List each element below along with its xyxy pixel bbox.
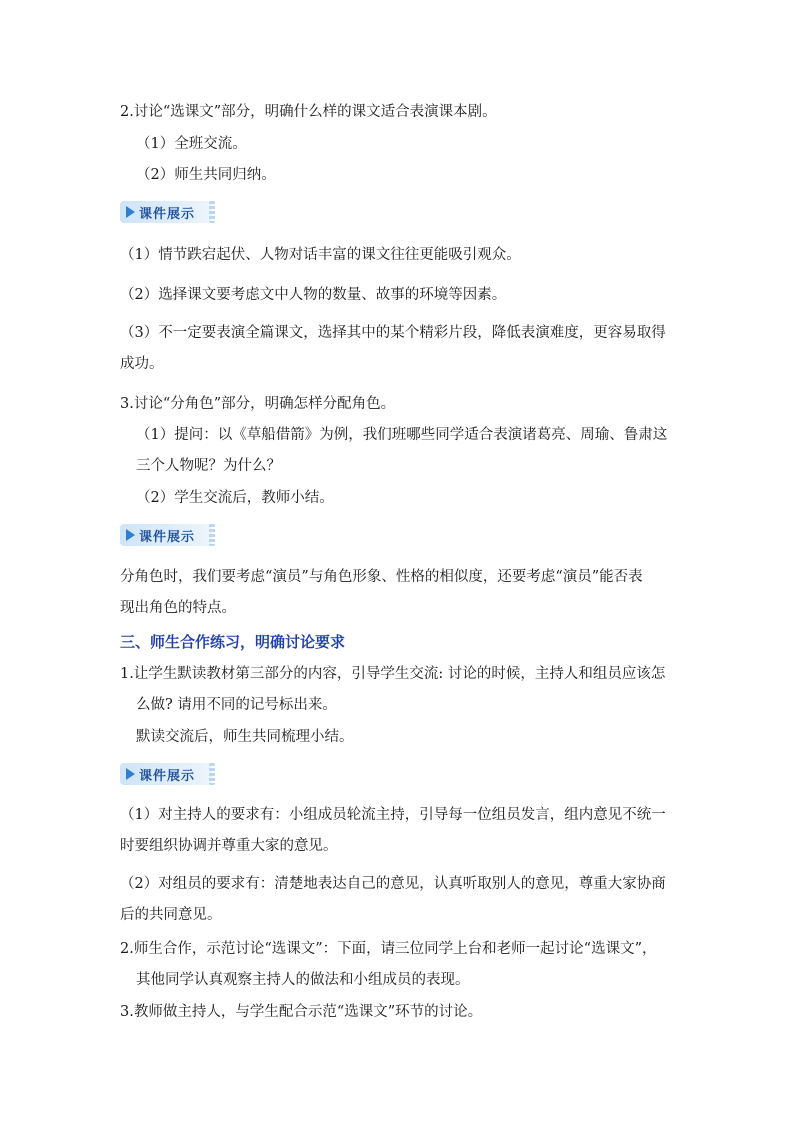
item2-sub1: （1）全班交流。	[136, 136, 247, 152]
section3-heading: 三、师生合作练习，明确讨论要求	[120, 633, 346, 651]
item2b-line2: 其他同学认真观察主持人的做法和小组成员的表现。	[136, 972, 470, 988]
show2-line1: 分角色时，我们要考虑“演员”与角色形象、性格的相似度，还要考虑“演员”能否表	[120, 569, 643, 585]
play-triangle-icon	[126, 768, 135, 780]
play-triangle-icon	[126, 529, 135, 541]
show2-line2: 现出角色的特点。	[120, 600, 236, 616]
item2-sub2: （2）师生共同归纳。	[136, 167, 276, 183]
section3-item1-line2: 么做? 请用不同的记号标出来。	[136, 697, 337, 713]
show3-p1-line1: （1）对主持人的要求有：小组成员轮流主持，引导每一位组员发言，组内意见不统一	[120, 807, 666, 823]
show1-p3-line2: 成功。	[120, 356, 164, 372]
item2b-line1: 2.师生合作，示范讨论“选课文”：下面，请三位同学上台和老师一起讨论“选课文”，	[120, 941, 657, 957]
badge-tail-decoration	[209, 201, 215, 223]
play-triangle-icon	[126, 206, 135, 218]
item3b-line1: 3.教师做主持人，与学生配合示范“选课文”环节的讨论。	[120, 1004, 483, 1020]
badge-label: 课件展示	[139, 768, 196, 784]
show3-p2-line2: 后的共同意见。	[120, 907, 222, 923]
show1-p3-line1: （3）不一定要表演全篇课文，选择其中的某个精彩片段，降低表演难度，更容易取得	[120, 325, 666, 341]
item3-sub2: （2）学生交流后，教师小结。	[136, 490, 334, 506]
badge-tail-decoration	[209, 524, 215, 546]
show1-p1: （1）情节跌宕起伏、人物对话丰富的课文往往更能吸引观众。	[120, 247, 521, 263]
badge-label: 课件展示	[139, 529, 196, 545]
badge-label: 课件展示	[139, 206, 196, 222]
courseware-badge-2	[120, 524, 212, 546]
item3-sub1-line2: 三个人物呢？为什么？	[136, 458, 281, 474]
badge-tail-decoration	[209, 763, 215, 785]
show3-p2-line1: （2）对组员的要求有：清楚地表达自己的意见，认真听取别人的意见，尊重大家协商	[120, 876, 666, 892]
section3-item1-line1: 1.让学生默读教材第三部分的内容，引导学生交流: 讨论的时候，主持人和组员应该怎	[120, 666, 666, 682]
item3-sub1-line1: （1）提问：以《草船借箭》为例，我们班哪些同学适合表演诸葛亮、周瑜、鲁肃这	[136, 427, 668, 443]
courseware-badge-3	[120, 763, 212, 785]
show3-p1-line2: 时要组织协调并尊重大家的意见。	[120, 838, 338, 854]
item2-title: 2.讨论“选课文”部分，明确什么样的课文适合表演课本剧。	[120, 104, 497, 120]
section3-item1-line3: 默读交流后，师生共同梳理小结。	[136, 729, 354, 745]
courseware-badge-1	[120, 201, 212, 223]
show1-p2: （2）选择课文要考虑文中人物的数量、故事的环境等因素。	[120, 287, 507, 303]
item3-title: 3.讨论“分角色”部分，明确怎样分配角色。	[120, 396, 396, 412]
